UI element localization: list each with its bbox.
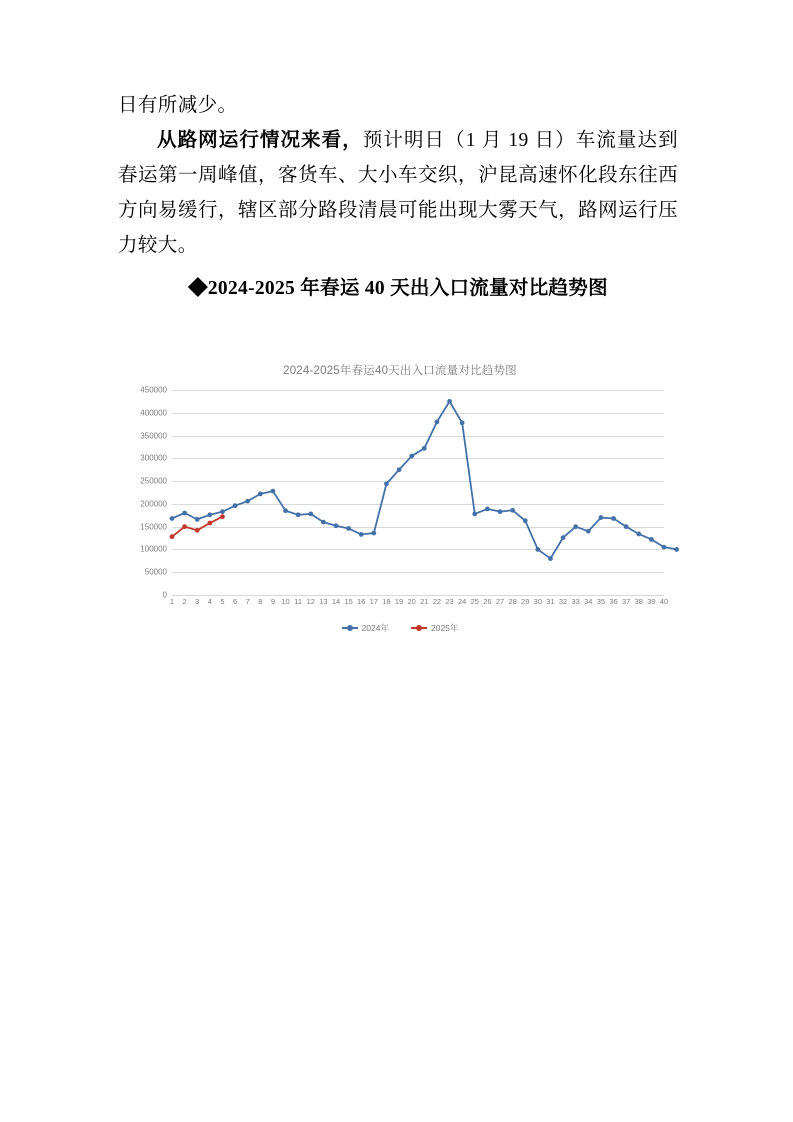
- chart-data-point: [435, 419, 440, 424]
- chart-y-tick-label: 200000: [140, 499, 167, 509]
- chart-data-point: [447, 399, 452, 404]
- chart-legend-item[interactable]: [342, 622, 389, 634]
- chart-x-tick-label: 26: [483, 597, 492, 606]
- chart-data-point: [207, 521, 212, 526]
- chart-data-point: [460, 420, 465, 425]
- chart-x-tick-label: 16: [357, 597, 366, 606]
- chart-x-tick-label: 10: [281, 597, 290, 606]
- flow-comparison-chart: [120, 350, 680, 652]
- chart-y-tick-label: 250000: [140, 476, 167, 486]
- chart-legend-label: 2025年: [431, 623, 459, 633]
- chart-x-tick-label: 31: [546, 597, 555, 606]
- chart-data-point: [308, 512, 313, 517]
- chart-x-tick-label: 29: [521, 597, 530, 606]
- chart-y-tick-label: 50000: [144, 567, 167, 577]
- chart-x-tick-label: 4: [207, 597, 212, 606]
- chart-data-point: [662, 545, 667, 550]
- chart-data-point: [207, 512, 212, 517]
- chart-x-tick-label: 22: [432, 597, 442, 606]
- chart-data-point: [170, 516, 175, 521]
- chart-data-point: [573, 524, 578, 529]
- chart-x-tick-label: 6: [232, 597, 238, 606]
- chart-data-point: [611, 516, 616, 521]
- chart-x-tick-label: 15: [344, 597, 353, 606]
- chart-x-tick-label: 36: [609, 597, 618, 606]
- chart-x-tick-label: 40: [659, 597, 669, 606]
- paragraph-2: [118, 123, 678, 263]
- chart-x-tick-label: 35: [596, 597, 606, 606]
- chart-x-tick-label: 33: [571, 597, 580, 606]
- chart-x-tick-label: 3: [195, 597, 200, 606]
- chart-x-tick-label: 34: [584, 597, 593, 606]
- chart-y-tick-label: 450000: [140, 385, 167, 395]
- paragraph-2-lead: 从路网运行情况来看，: [157, 130, 363, 151]
- chart-x-tick-label: 39: [647, 597, 656, 606]
- chart-legend: [120, 622, 680, 634]
- chart-data-point: [271, 489, 276, 494]
- chart-data-point: [599, 515, 604, 520]
- chart-x-tick-label: 19: [394, 597, 404, 606]
- chart-data-point: [636, 532, 641, 537]
- chart-data-point: [283, 508, 288, 513]
- chart-data-point: [233, 503, 238, 508]
- chart-x-tick-label: 9: [270, 597, 276, 606]
- chart-data-point: [220, 509, 225, 514]
- chart-x-tick-label: 2: [182, 597, 187, 606]
- chart-data-point: [195, 528, 200, 533]
- chart-x-tick-label: 11: [294, 597, 303, 606]
- chart-y-tick-label: 0: [162, 590, 167, 600]
- paragraph-2-rest: 预计明日（1 月 19 日）车流量达到春运第一周峰值，客货车、大小车交织，沪昆高速怀化段东往西方向易缓行，辖区部分路段清晨可能出现大雾天气，路网运行压力较大。: [118, 130, 678, 256]
- chart-data-point: [485, 507, 490, 512]
- chart-data-point: [498, 509, 503, 514]
- chart-legend-label: 2024年: [361, 623, 389, 633]
- chart-data-point: [586, 529, 591, 534]
- chart-x-tick-label: 23: [445, 597, 454, 606]
- chart-data-point: [649, 537, 654, 542]
- chart-data-point: [258, 491, 263, 496]
- chart-data-point: [245, 499, 250, 504]
- chart-data-point: [422, 446, 427, 451]
- chart-data-point: [296, 512, 301, 517]
- chart-x-axis: [169, 595, 669, 611]
- chart-data-point: [371, 531, 376, 536]
- chart-data-point: [346, 526, 351, 531]
- chart-x-tick-label: 21: [420, 597, 429, 606]
- chart-x-tick-label: 8: [258, 597, 263, 606]
- chart-data-point: [510, 508, 515, 513]
- chart-data-point: [359, 532, 364, 537]
- chart-legend-swatch: [411, 627, 427, 629]
- chart-title: 2024-2025年春运40天出入口流量对比趋势图: [283, 365, 517, 377]
- chart-data-point: [523, 518, 528, 523]
- chart-x-tick-label: 38: [634, 597, 643, 606]
- chart-x-tick-label: 18: [382, 597, 391, 606]
- chart-x-tick-label: 27: [495, 597, 505, 606]
- chart-x-tick-label: 17: [369, 597, 379, 606]
- chart-data-point: [561, 535, 566, 540]
- chart-data-point: [220, 514, 225, 519]
- chart-y-tick-label: 100000: [140, 544, 167, 554]
- chart-data-point: [170, 534, 175, 539]
- chart-y-tick-label: 400000: [140, 408, 167, 418]
- chart-x-tick-label: 13: [319, 597, 328, 606]
- chart-y-tick-label: 300000: [140, 453, 167, 463]
- chart-x-tick-label: 5: [220, 597, 225, 606]
- chart-data-point: [472, 512, 477, 517]
- chart-x-tick-label: 1: [169, 597, 175, 606]
- paragraph-1: 日有所减少。: [118, 95, 238, 116]
- chart-data-point: [535, 547, 540, 552]
- chart-y-tick-label: 150000: [140, 522, 167, 532]
- chart-x-tick-label: 7: [245, 597, 250, 606]
- chart-data-point: [397, 467, 402, 472]
- chart-data-point: [182, 524, 187, 529]
- chart-x-tick-label: 30: [533, 597, 543, 606]
- chart-data-point: [334, 523, 339, 528]
- document-body: [118, 88, 678, 326]
- chart-x-tick-label: 14: [331, 597, 341, 606]
- chart-data-point: [674, 547, 679, 552]
- chart-legend-item[interactable]: [411, 622, 458, 634]
- chart-y-tick-label: 350000: [140, 431, 167, 441]
- chart-plot-area: [140, 385, 664, 600]
- chart-x-tick-label: 24: [457, 597, 467, 606]
- chart-x-tick-label: 20: [407, 597, 416, 606]
- chart-data-point: [182, 511, 187, 516]
- chart-data-point: [195, 517, 200, 522]
- chart-data-point: [624, 524, 629, 529]
- chart-data-point: [384, 481, 389, 486]
- chart-x-tick-label: 32: [558, 597, 568, 606]
- chart-data-point: [321, 520, 326, 525]
- figure-caption: ◆2024-2025 年春运 40 天出入口流量对比趋势图: [188, 278, 608, 299]
- chart-data-point: [548, 556, 553, 561]
- chart-series-line: [172, 401, 677, 558]
- chart-x-tick-label: 37: [621, 597, 631, 606]
- chart-x-tick-label: 12: [306, 597, 315, 606]
- chart-legend-swatch: [342, 627, 358, 629]
- chart-x-tick-label: 25: [470, 597, 479, 606]
- chart-data-point: [409, 454, 414, 459]
- chart-series-layer: [172, 390, 664, 595]
- chart-x-tick-label: 28: [508, 597, 517, 606]
